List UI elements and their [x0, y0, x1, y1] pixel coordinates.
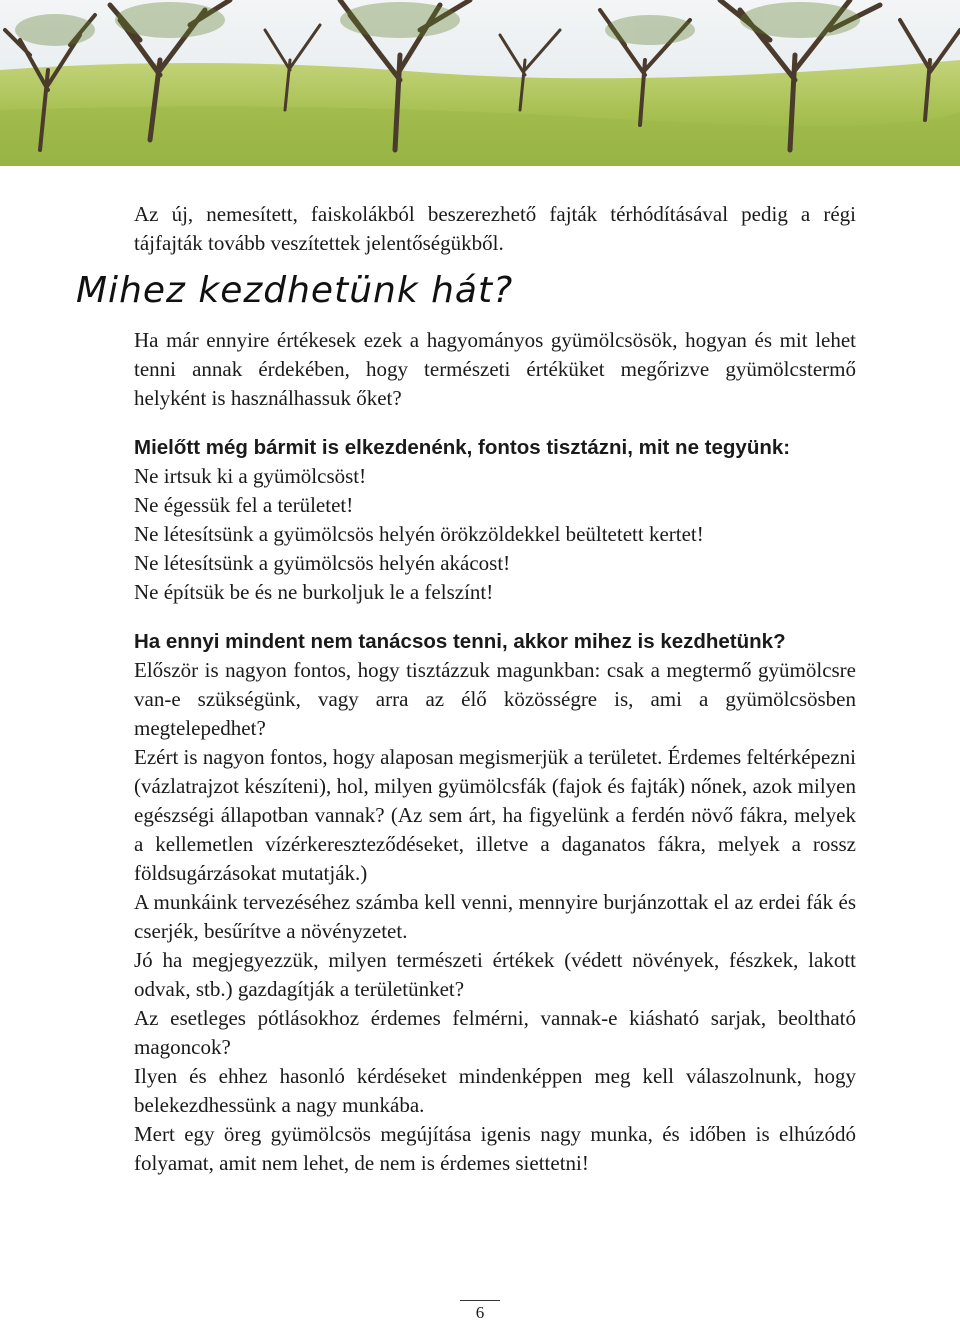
intro-paragraph: Az új, nemesített, faiskolákból beszerezhető fajták térhódításával pedig a régi tájfajták tovább veszítettek jelentőségükből.	[134, 202, 856, 255]
dont-heading: Mielőtt még bármit is elkezdenénk, fontos tisztázni, mit ne tegyünk:	[134, 436, 791, 459]
paragraph: Ezért is nagyon fontos, hogy alaposan megismerjük a területet. Érdemes feltérképezni (vázlatrajzot készíteni), hol, milyen gyümölcsfák (fajok és fajták) nőnek, azok milyen egészségi állapotban vannak? (Az sem árt, ha figyelünk a ferdén növő fákra, melyek a kellemetlen vízérkereszteződéseket, illetve a daganatos fákra, melyek a rossz földsugárzásokat mutatják.)	[134, 745, 856, 885]
page-number: 6	[460, 1300, 500, 1323]
paragraph: Először is nagyon fontos, hogy tisztázzuk magunkban: csak a megtermő gyümölcsre van-e szükségünk, vagy arra az élő közösségre is, ami a gyümölcsösben megtelepedhet?	[134, 658, 856, 740]
list-item: Ne égessük fel a területet!	[134, 493, 354, 517]
list-item: Ne építsük be és ne burkoljuk le a felszínt!	[134, 580, 494, 604]
orchard-banner-image	[0, 0, 960, 166]
dont-list	[134, 462, 856, 607]
paragraph: Ilyen és ehhez hasonló kérdéseket mindenképpen meg kell válaszolnunk, hogy belekezdhessünk a nagy munkába.	[134, 1064, 856, 1117]
paragraph: A munkáink tervezéséhez számba kell venni, mennyire burjánzottak el az erdei fák és cserjék, besűrítve a növényzetet.	[134, 890, 856, 943]
paragraph: Mert egy öreg gyümölcsös megújítása igenis nagy munka, és időben is elhúzódó folyamat, amit nem lehet, de nem is érdemes siettetni!	[134, 1122, 856, 1175]
paragraph: Jó ha megjegyezzük, milyen természeti értékek (védett növények, fészkek, lakott odvak, stb.) gazdagítják a területünket?	[134, 948, 856, 1001]
list-item: Ne létesítsünk a gyümölcsös helyén örökzöldekkel beültetett kertet!	[134, 522, 704, 546]
paragraph: Az esetleges pótlásokhoz érdemes felmérni, vannak-e kiásható sarjak, beoltható magoncok?	[134, 1006, 856, 1059]
section-heading: Mihez kezdhetünk hát?	[76, 270, 514, 311]
page-content	[134, 200, 856, 258]
question-paragraph: Ha már ennyire értékesek ezek a hagyományos gyümölcsösök, hogyan és mit lehet tenni annak érdekében, hogy természeti értéküket megőrizve gyümölcstermő helyként is használhassuk őket?	[134, 328, 856, 410]
list-item: Ne irtsuk ki a gyümölcsöst!	[134, 464, 367, 488]
main-content	[134, 326, 856, 1178]
do-heading: Ha ennyi mindent nem tanácsos tenni, akkor mihez is kezdhetünk?	[134, 630, 786, 653]
list-item: Ne létesítsünk a gyümölcsös helyén akácost!	[134, 551, 511, 575]
